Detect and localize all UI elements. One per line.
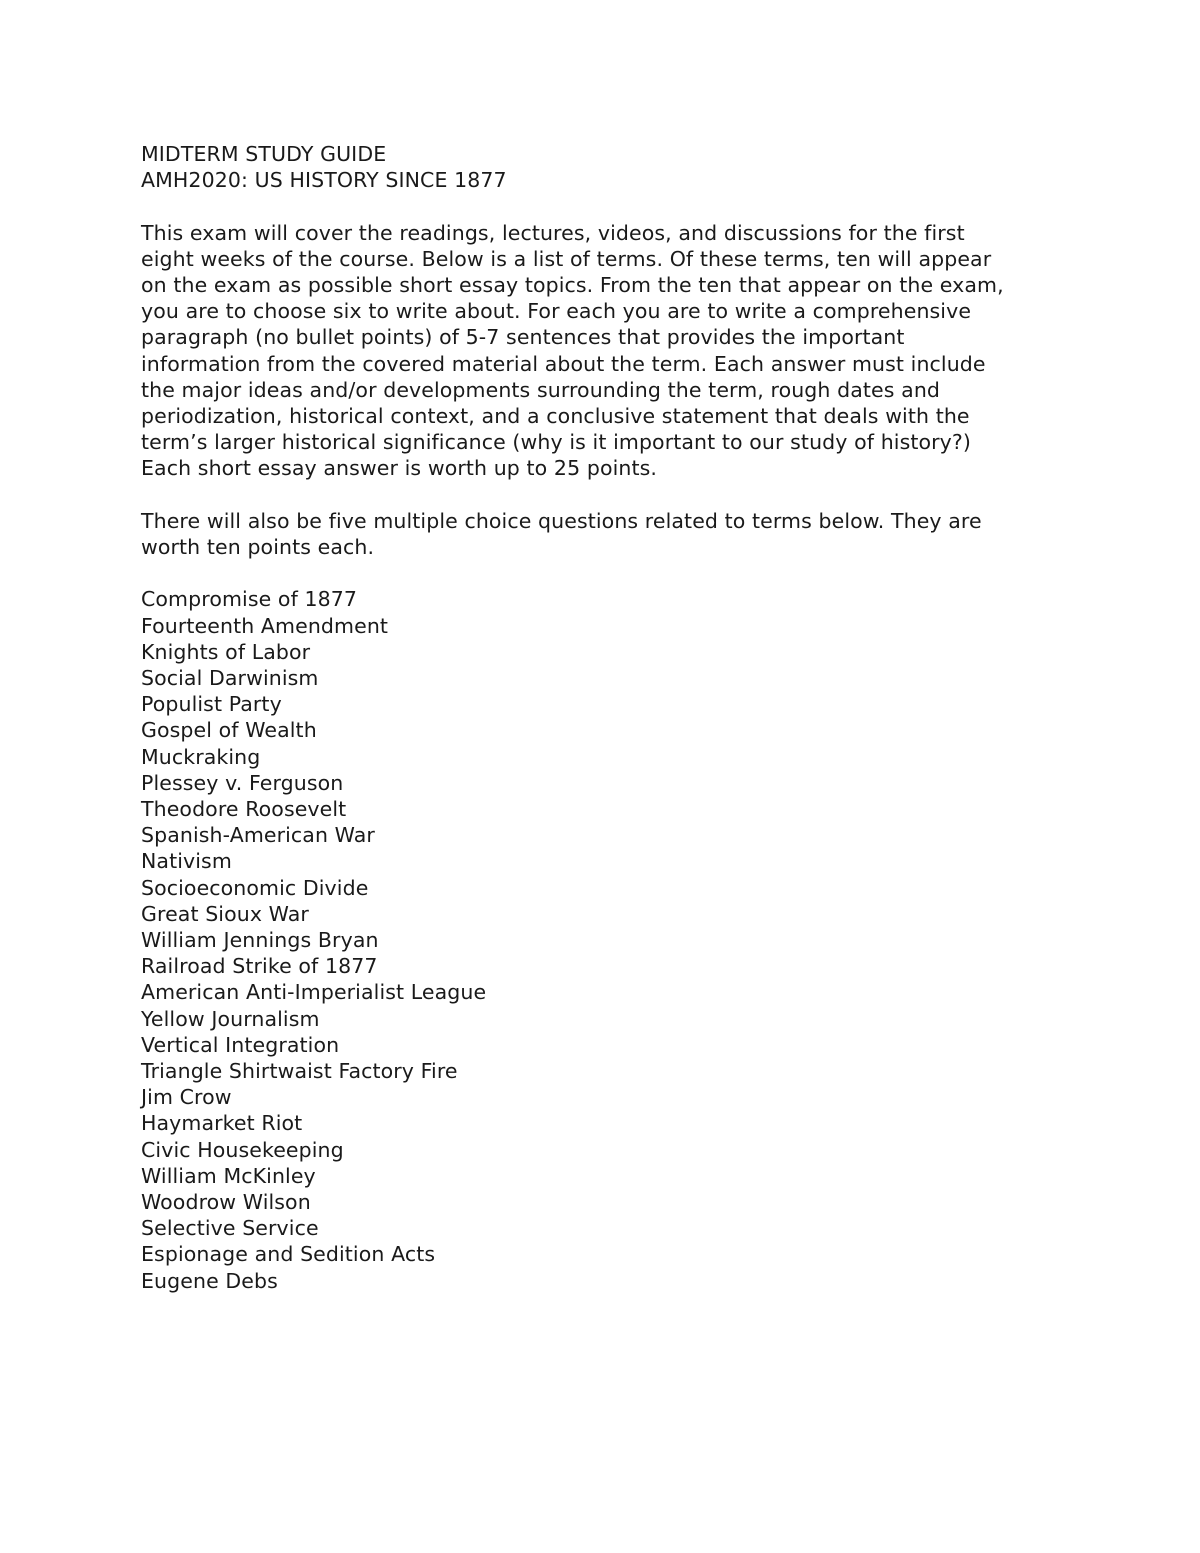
paragraph-line: information from the covered material about the term. Each answer must include <box>141 351 986 376</box>
term-item: Haymarket Riot <box>141 1111 303 1136</box>
paragraph-line: Each short essay answer is worth up to 25 points. <box>141 456 658 481</box>
term-item: Triangle Shirtwaist Factory Fire <box>141 1059 458 1084</box>
course-title: AMH2020: US HISTORY SINCE 1877 <box>141 168 507 193</box>
document-title: MIDTERM STUDY GUIDE <box>141 142 387 166</box>
paragraph-line: on the exam as possible short essay topics. From the ten that appear on the exam, <box>141 273 1004 297</box>
term-item: Railroad Strike of 1877 <box>141 954 378 979</box>
term-item: American Anti-Imperialist League <box>141 980 487 1005</box>
term-item: Theodore Roosevelt <box>141 797 347 822</box>
paragraph-line: the major ideas and/or developments surrounding the term, rough dates and <box>141 377 941 402</box>
document-body <box>141 141 1071 1294</box>
term-item: Knights of Labor <box>141 639 311 664</box>
term-item: Yellow Journalism <box>141 1006 320 1031</box>
term-item: Espionage and Sedition Acts <box>141 1242 436 1267</box>
term-item: Civic Housekeeping <box>141 1137 344 1162</box>
term-item: Vertical Integration <box>141 1032 340 1057</box>
term-item: Jim Crow <box>141 1085 232 1110</box>
term-item: Socioeconomic Divide <box>141 875 369 900</box>
term-item: William McKinley <box>141 1163 316 1188</box>
term-item: Compromise of 1877 <box>141 587 358 612</box>
term-item: Muckraking <box>141 744 261 769</box>
term-item: William Jennings Bryan <box>141 928 379 953</box>
exam-instructions-paragraph <box>141 220 1071 482</box>
paragraph-line: worth ten points each. <box>141 535 375 560</box>
paragraph-line: This exam will cover the readings, lectures, videos, and discussions for the first <box>141 220 965 245</box>
paragraph-line: you are to choose six to write about. For each you are to write a comprehensive <box>141 299 972 324</box>
term-item: Great Sioux War <box>141 901 309 926</box>
term-item: Nativism <box>141 849 232 874</box>
term-item: Selective Service <box>141 1216 319 1241</box>
paragraph-line: paragraph (no bullet points) of 5-7 sentences that provides the important <box>141 325 905 350</box>
term-item: Spanish-American War <box>141 823 375 848</box>
paragraph-line: periodization, historical context, and a conclusive statement that deals with the <box>141 404 970 429</box>
term-item: Populist Party <box>141 692 282 717</box>
multiple-choice-paragraph <box>141 508 1071 560</box>
term-item: Eugene Debs <box>141 1268 278 1293</box>
paragraph-line: term’s larger historical significance (why is it important to our study of history?) <box>141 430 971 455</box>
term-item: Plessey v. Ferguson <box>141 770 344 795</box>
term-item: Social Darwinism <box>141 666 319 691</box>
term-item: Fourteenth Amendment <box>141 613 389 638</box>
term-item: Woodrow Wilson <box>141 1190 311 1215</box>
term-item: Gospel of Wealth <box>141 718 317 743</box>
terms-list <box>141 586 1071 1293</box>
paragraph-line: There will also be five multiple choice questions related to terms below. They are <box>141 508 982 533</box>
paragraph-line: eight weeks of the course. Below is a list of terms. Of these terms, ten will appear <box>141 246 992 271</box>
